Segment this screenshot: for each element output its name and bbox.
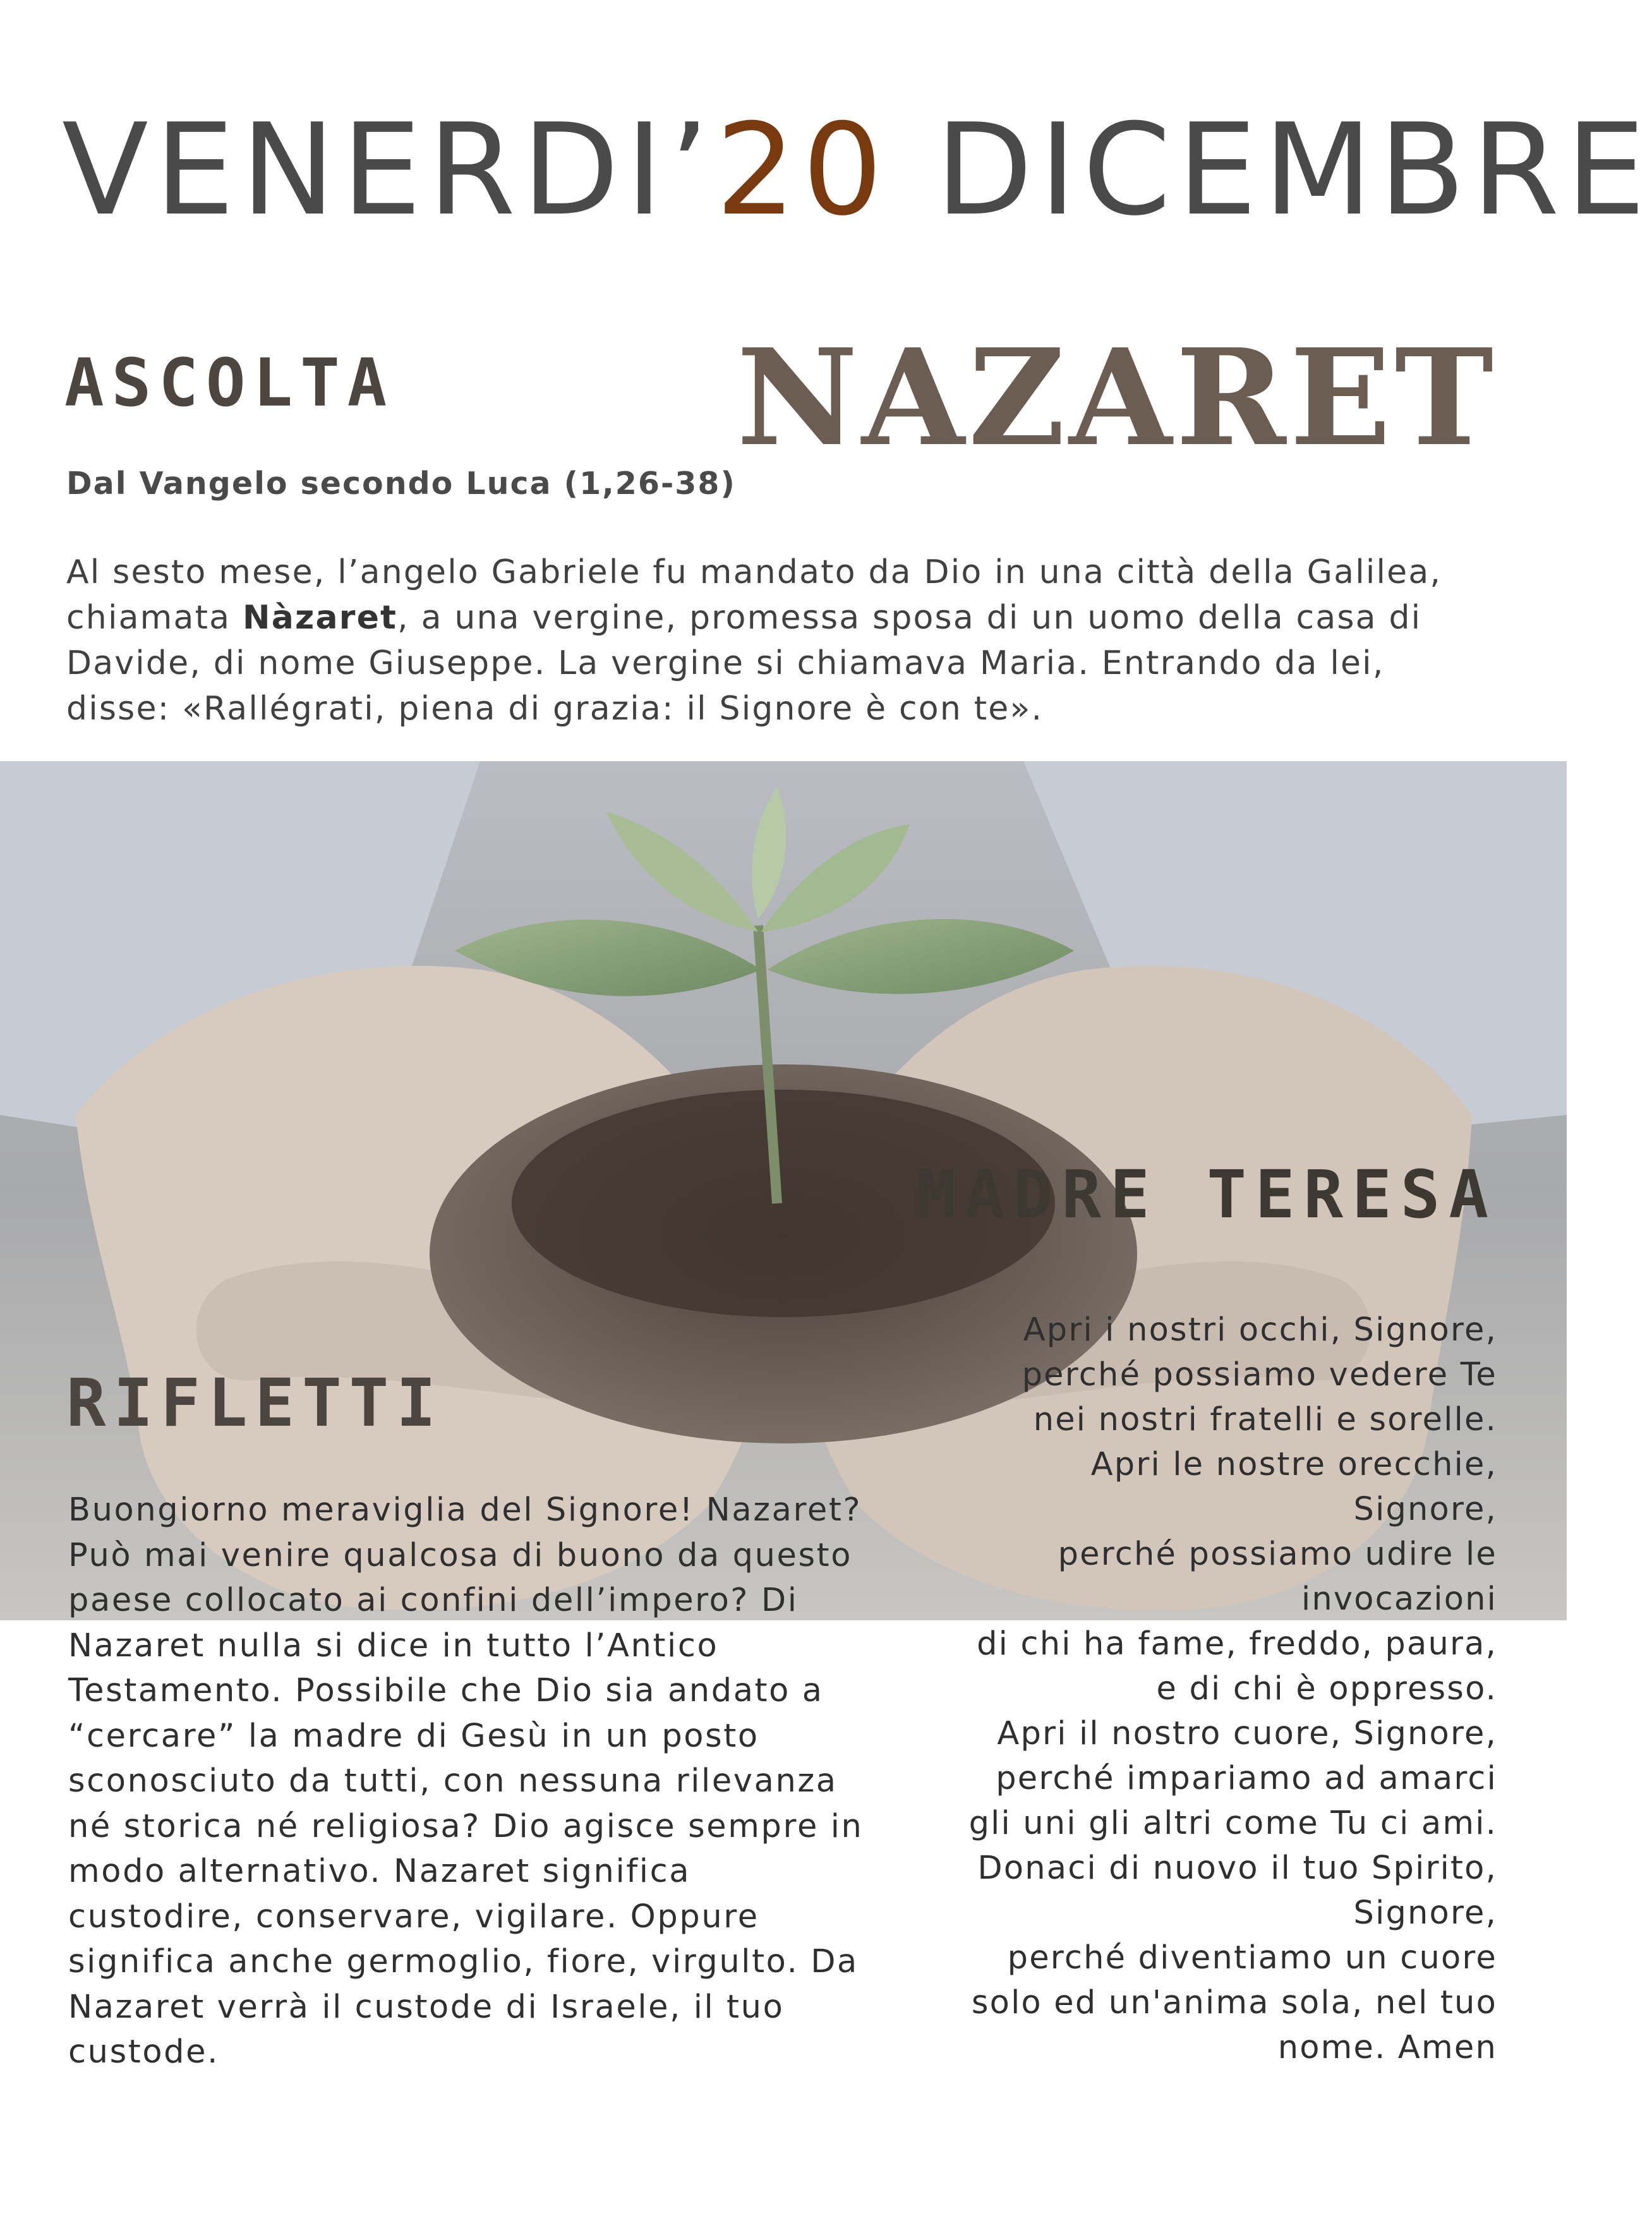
day-name: VENERDI’ (62, 97, 716, 244)
gospel-text-end: , a una vergine, promessa sposa di un uomo della casa di Davide, di nome Giuseppe. La vergine si chiamava Maria. Entrando da lei, disse: «Rallégrati, piena di grazia: il Signore è con te». (66, 599, 1422, 728)
gospel-text-start: Al sesto mese, l’angelo Gabriele fu mandato da Dio in una città della Galilea, chiamata (66, 553, 1442, 637)
gospel-text (66, 550, 1507, 732)
gospel-text-bold: Nàzaret (242, 599, 398, 637)
rifletti-heading: RIFLETTI (66, 1364, 443, 1442)
reflection-text: Buongiorno meraviglia del Signore! Nazaret? Può mai venire qualcosa di buono da questo paese collocato ai confini dell’impero? Di Nazaret nulla si dice in tutto l’Antico Testamento. Possibile che Dio sia andato a “cercare” la madre di Gesù in un posto sconosciuto da tutti, con nessuna rilevanza né storica né religiosa? Dio agisce sempre in modo alternativo. Nazaret significa custodire, conservare, vigilare. Oppure significa anche germoglio, fiore, virgulto. Da Nazaret verrà il custode di Israele, il tuo custode. (68, 1491, 864, 2071)
nazaret-title: NAZARET (737, 320, 1497, 476)
day-number: 20 (715, 97, 889, 244)
page-title (62, 76, 1652, 265)
gospel-reference: Dal Vangelo secondo Luca (1,26-38) (66, 466, 736, 502)
month-name: DICEMBRE (889, 97, 1652, 244)
ascolta-heading: ASCOLTA (64, 344, 395, 421)
madre-teresa-heading: MADRE TERESA (916, 1156, 1497, 1233)
prayer-text: Apri i nostri occhi, Signore, perché possiamo vedere Te nei nostri fratelli e sorelle. Apri le nostre orecchie, Signore, perché possiamo udire le invocazioni di chi ha fame, freddo, paura, e di chi è oppresso. Apri il nostro cuore, Signore, perché impariamo ad amarci gli uni gli altri come Tu ci ami. Donaci di nuovo il tuo Spirito, Signore, perché diventiamo un cuore solo ed un'anima sola, nel tuo nome. Amen (968, 1311, 1497, 2066)
